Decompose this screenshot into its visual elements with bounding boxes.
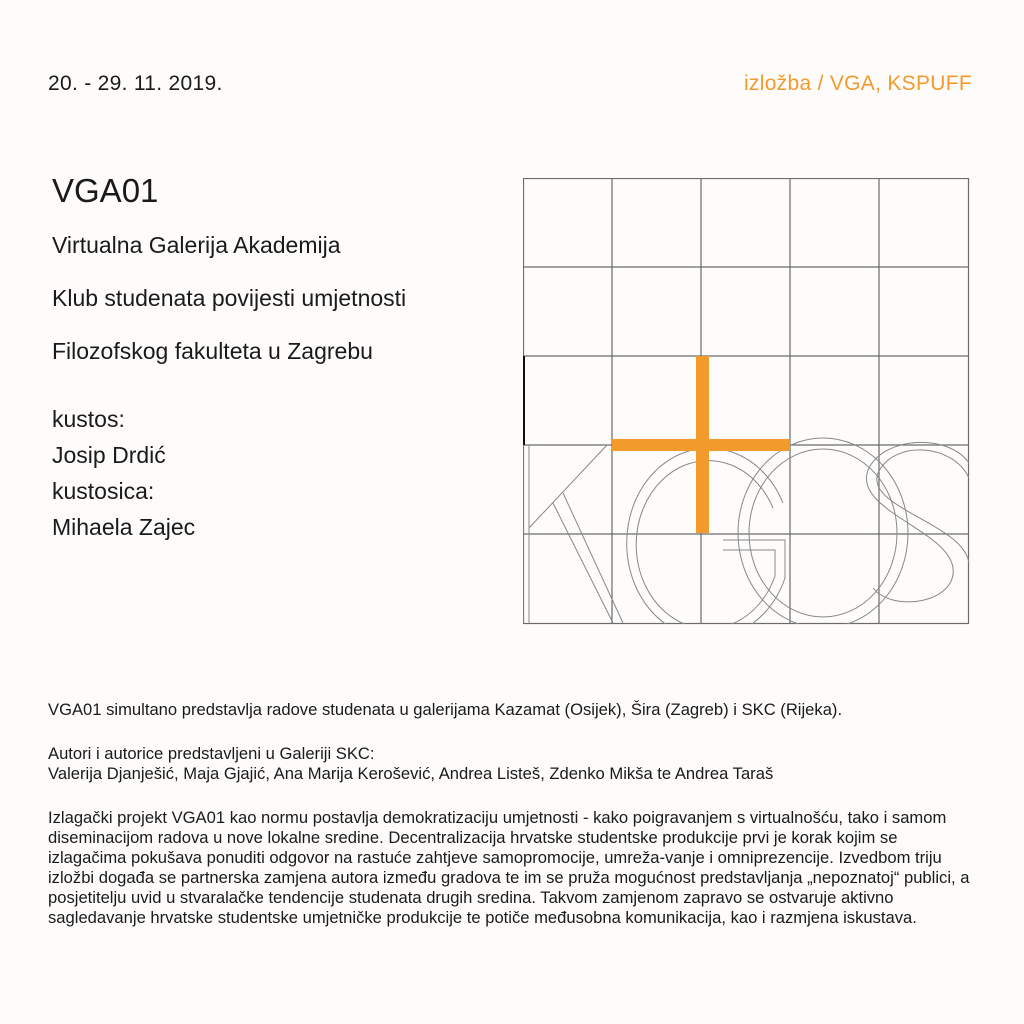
curator-female-label: kustosica: [52,478,155,504]
authors-heading: Autori i autorice predstavljeni u Galeriji SKC: [48,744,375,763]
curator-credits [52,401,195,545]
authors-section [48,744,978,784]
exhibition-date: 20. - 29. 11. 2019. [48,72,223,95]
curator-female-name: Mihaela Zajec [52,514,196,540]
plus-icon [612,356,790,533]
authors-list: Valerija Djanješić, Maja Gjajić, Ana Marija Kerošević, Andrea Listeš, Zdenko Mikša te Andrea Taraš [48,764,774,783]
description-block [48,700,978,952]
logo-grid [523,178,969,624]
exhibition-title: VGA01 [52,172,159,209]
curator-name: Josip Drdić [52,442,166,468]
category-tag: izložba / VGA, KSPUFF [743,72,972,95]
subtitle-line-2: Klub studenata povijesti umjetnosti [52,285,407,311]
subtitle-line-1: Virtualna Galerija Akademija [52,232,341,258]
curator-label: kustos: [52,406,125,432]
logo-outline-letters [523,438,969,626]
project-description: Izlagački projekt VGA01 kao normu postavlja demokratizaciju umjetnosti - kako poigravanjem s virtualnošću, tako i samom diseminacijom radova u nove lokalne sredine. Decentralizacija hrvatske studentske produkcije prvi je korak kojim se izlagačima pokušava ponuditi odgovor na rastuće zahtjeve samopromocije, umreža-vanje i omniprezencije. Izvedbom triju izložbi događa se partnerska zamjena autora između gradova te im se pruža mogućnost predstavljanja „nepoznatoj“ publici, a posjetitelju uvid u stvaralačke tendencije studenata drugih sredina. Takvom zamjenom zapravo se ostvaruje aktivno sagledavanje hrvatske studentske umjetničke produkcije te potiče međusobna komunikacija, kao i razmjena iskustava. [48,808,970,927]
intro-paragraph: VGA01 simultano predstavlja radove studenata u galerijama Kazamat (Osijek), Šira (Zagreb) i SKC (Rijeka). [48,700,843,719]
subtitle-line-3: Filozofskog fakulteta u Zagrebu [52,338,373,364]
kgs-grid-logo [523,178,973,626]
